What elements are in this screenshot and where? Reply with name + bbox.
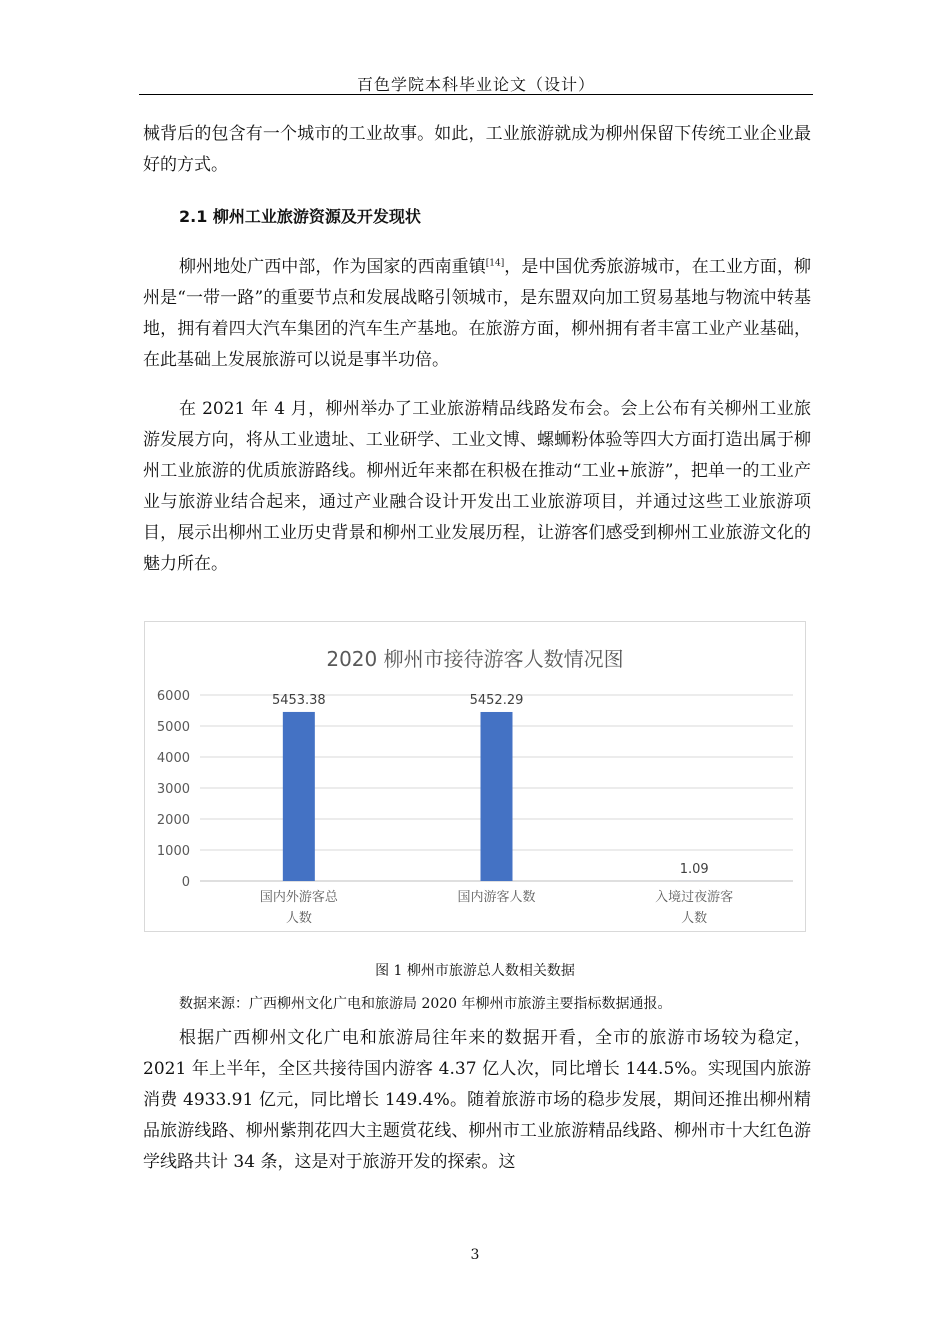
page-header-title: 百色学院本科毕业论文（设计） [356,75,595,94]
paragraph-continued: 械背后的包含有一个城市的工业故事。如此，工业旅游就成为柳州保留下传统工业企业最好的方式。 [143,124,811,175]
citation-ref: [14] [485,258,505,269]
y-tick-label: 6000 [156,689,190,704]
page-number: 3 [470,1247,480,1263]
y-tick-label: 2000 [156,813,190,828]
paragraph-overview [143,252,811,376]
chart-container [144,621,806,932]
section-heading: 2.1 柳州工业旅游资源及开发现状 [179,207,421,226]
x-category-label: 国内游客人数 [457,890,536,905]
paragraph-market-data: 根据广西柳州文化广电和旅游局往年来的数据开看，全市的旅游市场较为稳定，2021 年上半年，全区共接待国内游客 4.37 亿人次，同比增长 144.5%。实现国内旅游消费 4933.91 亿元，同比增长 149.4%。随着旅游市场的稳步发展，期间还推出柳州精品旅游线路、柳州紫荆花四大主题赏花线、柳州市工业旅游精品线路、柳州市十大红色游学线路共计 34 条，这是对于旅游开发的探索。这 [143,1028,811,1172]
data-label: 1.09 [679,861,709,877]
figure-caption: 图 1 柳州市旅游总人数相关数据 [375,963,575,979]
paragraph-industrial-tourism: 在 2021 年 4 月，柳州举办了工业旅游精品线路发布会。会上公布有关柳州工业旅游发展方向，将从工业遗址、工业研学、工业文博、螺蛳粉体验等四大方面打造出属于柳州工业旅游的优质旅游路线。柳州近年来都在积极在推动“工业+旅游”，把单一的工业产业与旅游业结合起来，通过产业融合设计开发出工业旅游项目，并通过这些工业旅游项目，展示出柳州工业历史背景和柳州工业发展历程，让游客们感受到柳州工业旅游文化的魅力所在。 [143,399,811,574]
y-tick-label: 1000 [156,844,190,859]
bar [283,712,315,881]
x-category-label: 国内外游客总 [259,890,338,905]
y-tick-label: 0 [181,875,190,890]
x-category-label: 人数 [285,911,312,926]
data-label: 5453.38 [271,692,326,708]
paragraph-overview-part2: ，是中国优秀旅游城市，在工业方面，柳州是“一带一路”的重要节点和发展战略引领城市，是东盟双向加工贸易基地与物流中转基地，拥有着四大汽车集团的汽车生产基地。在旅游方面，柳州拥有者丰富工业产业基础，在此基础上发展旅游可以说是事半功倍。 [143,257,812,370]
bar-chart [145,622,805,931]
data-source-note: 数据来源：广西柳州文化广电和旅游局 2020 年柳州市旅游主要指标数据通报。 [179,996,672,1012]
y-tick-label: 3000 [156,782,190,797]
header-rule [139,94,813,95]
y-tick-label: 4000 [156,751,190,766]
x-category-label: 人数 [681,911,708,926]
data-label: 5452.29 [469,692,524,708]
x-category-label: 入境过夜游客 [655,890,734,905]
chart-title: 2020 柳州市接待游客人数情况图 [326,647,624,671]
bar [481,712,513,881]
paragraph-overview-part1: 柳州地处广西中部，作为国家的西南重镇 [179,257,486,277]
y-tick-label: 5000 [156,720,190,735]
